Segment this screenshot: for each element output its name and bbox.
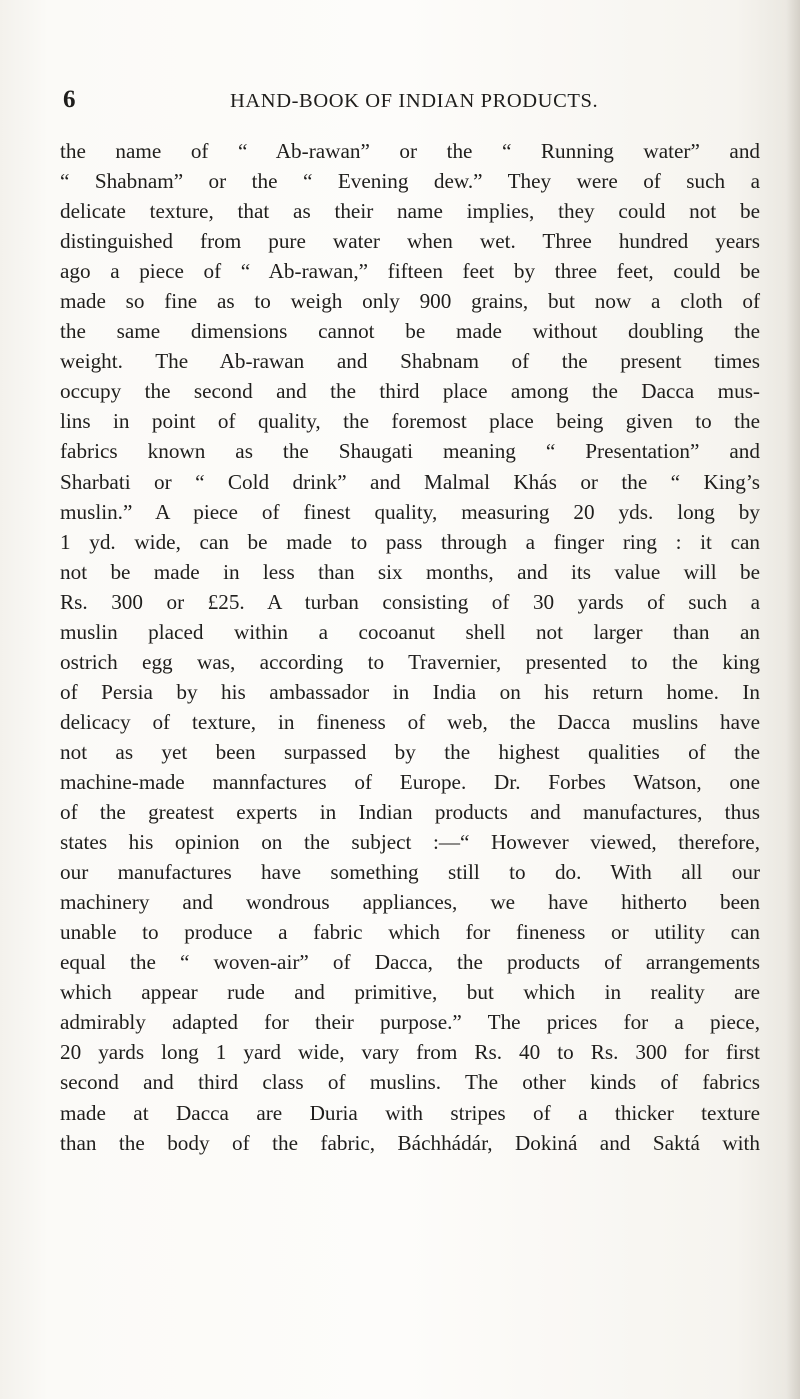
running-title: HAND-BOOK OF INDIAN PRODUCTS.	[230, 90, 599, 112]
text-line: 20 yards long 1 yard wide, vary from Rs. 40 to Rs. 300 for first	[60, 1040, 760, 1065]
text-line: machine-made mannfactures of Europe. Dr. Forbes Watson, one	[60, 769, 760, 794]
text-line: the same dimensions cannot be made without doubling the	[60, 319, 760, 344]
text-line: Sharbati or “ Cold drink” and Malmal Khás or the “ King’s	[60, 469, 760, 494]
text-line: second and third class of muslins. The other kinds of fabrics	[60, 1070, 760, 1095]
text-line: ago a piece of “ Ab-rawan,” fifteen feet by three feet, could be	[60, 259, 760, 284]
text-line: fabrics known as the Shaugati meaning “ Presentation” and	[60, 439, 760, 464]
text-line: our manufactures have something still to do. With all our	[60, 860, 760, 885]
text-line: muslin placed within a cocoanut shell not larger than an	[60, 619, 760, 644]
text-line: made at Dacca are Duria with stripes of a thicker texture	[60, 1100, 760, 1125]
text-line: delicate texture, that as their name implies, they could not be	[60, 199, 760, 224]
text-line: unable to produce a fabric which for fineness or utility can	[60, 920, 760, 945]
text-line: delicacy of texture, in fineness of web, the Dacca muslins have	[60, 709, 760, 734]
text-line: Rs. 300 or £25. A turban consisting of 30 yards of such a	[60, 589, 760, 614]
text-line: of the greatest experts in Indian products and manufactures, thus	[60, 800, 760, 825]
text-line: weight. The Ab-rawan and Shabnam of the present times	[60, 349, 760, 374]
text-line: admirably adapted for their purpose.” The prices for a piece,	[60, 1010, 760, 1035]
text-line: states his opinion on the subject :—“ However viewed, therefore,	[60, 830, 760, 855]
text-line: not be made in less than six months, and its value will be	[60, 559, 760, 584]
text-line: of Persia by his ambassador in India on his return home. In	[60, 679, 760, 704]
text-line: muslin.” A piece of finest quality, measuring 20 yds. long by	[60, 499, 760, 524]
text-line: which appear rude and primitive, but which in reality are	[60, 980, 760, 1005]
text-line: machinery and wondrous appliances, we have hitherto been	[60, 890, 760, 915]
text-line: made so fine as to weigh only 900 grains, but now a cloth of	[60, 289, 760, 314]
page-header	[63, 86, 763, 118]
page-edge-shadow	[786, 0, 800, 1399]
text-line: lins in point of quality, the foremost place being given to the	[60, 409, 760, 434]
text-line: distinguished from pure water when wet. Three hundred years	[60, 229, 760, 254]
text-line: ostrich egg was, according to Travernier, presented to the king	[60, 649, 760, 674]
text-line: than the body of the fabric, Báchhádár, Dokiná and Saktá with	[60, 1130, 760, 1155]
text-line: “ Shabnam” or the “ Evening dew.” They were of such a	[60, 169, 760, 194]
text-line: occupy the second and the third place among the Dacca mus-	[60, 379, 760, 404]
body-text	[60, 136, 760, 1158]
text-line: the name of “ Ab-rawan” or the “ Running water” and	[60, 139, 760, 163]
text-line: not as yet been surpassed by the highest qualities of the	[60, 739, 760, 764]
text-line: 1 yd. wide, can be made to pass through a finger ring : it can	[60, 529, 760, 554]
page-number: 6	[63, 86, 76, 113]
text-line: equal the “ woven-air” of Dacca, the products of arrangements	[60, 950, 760, 975]
